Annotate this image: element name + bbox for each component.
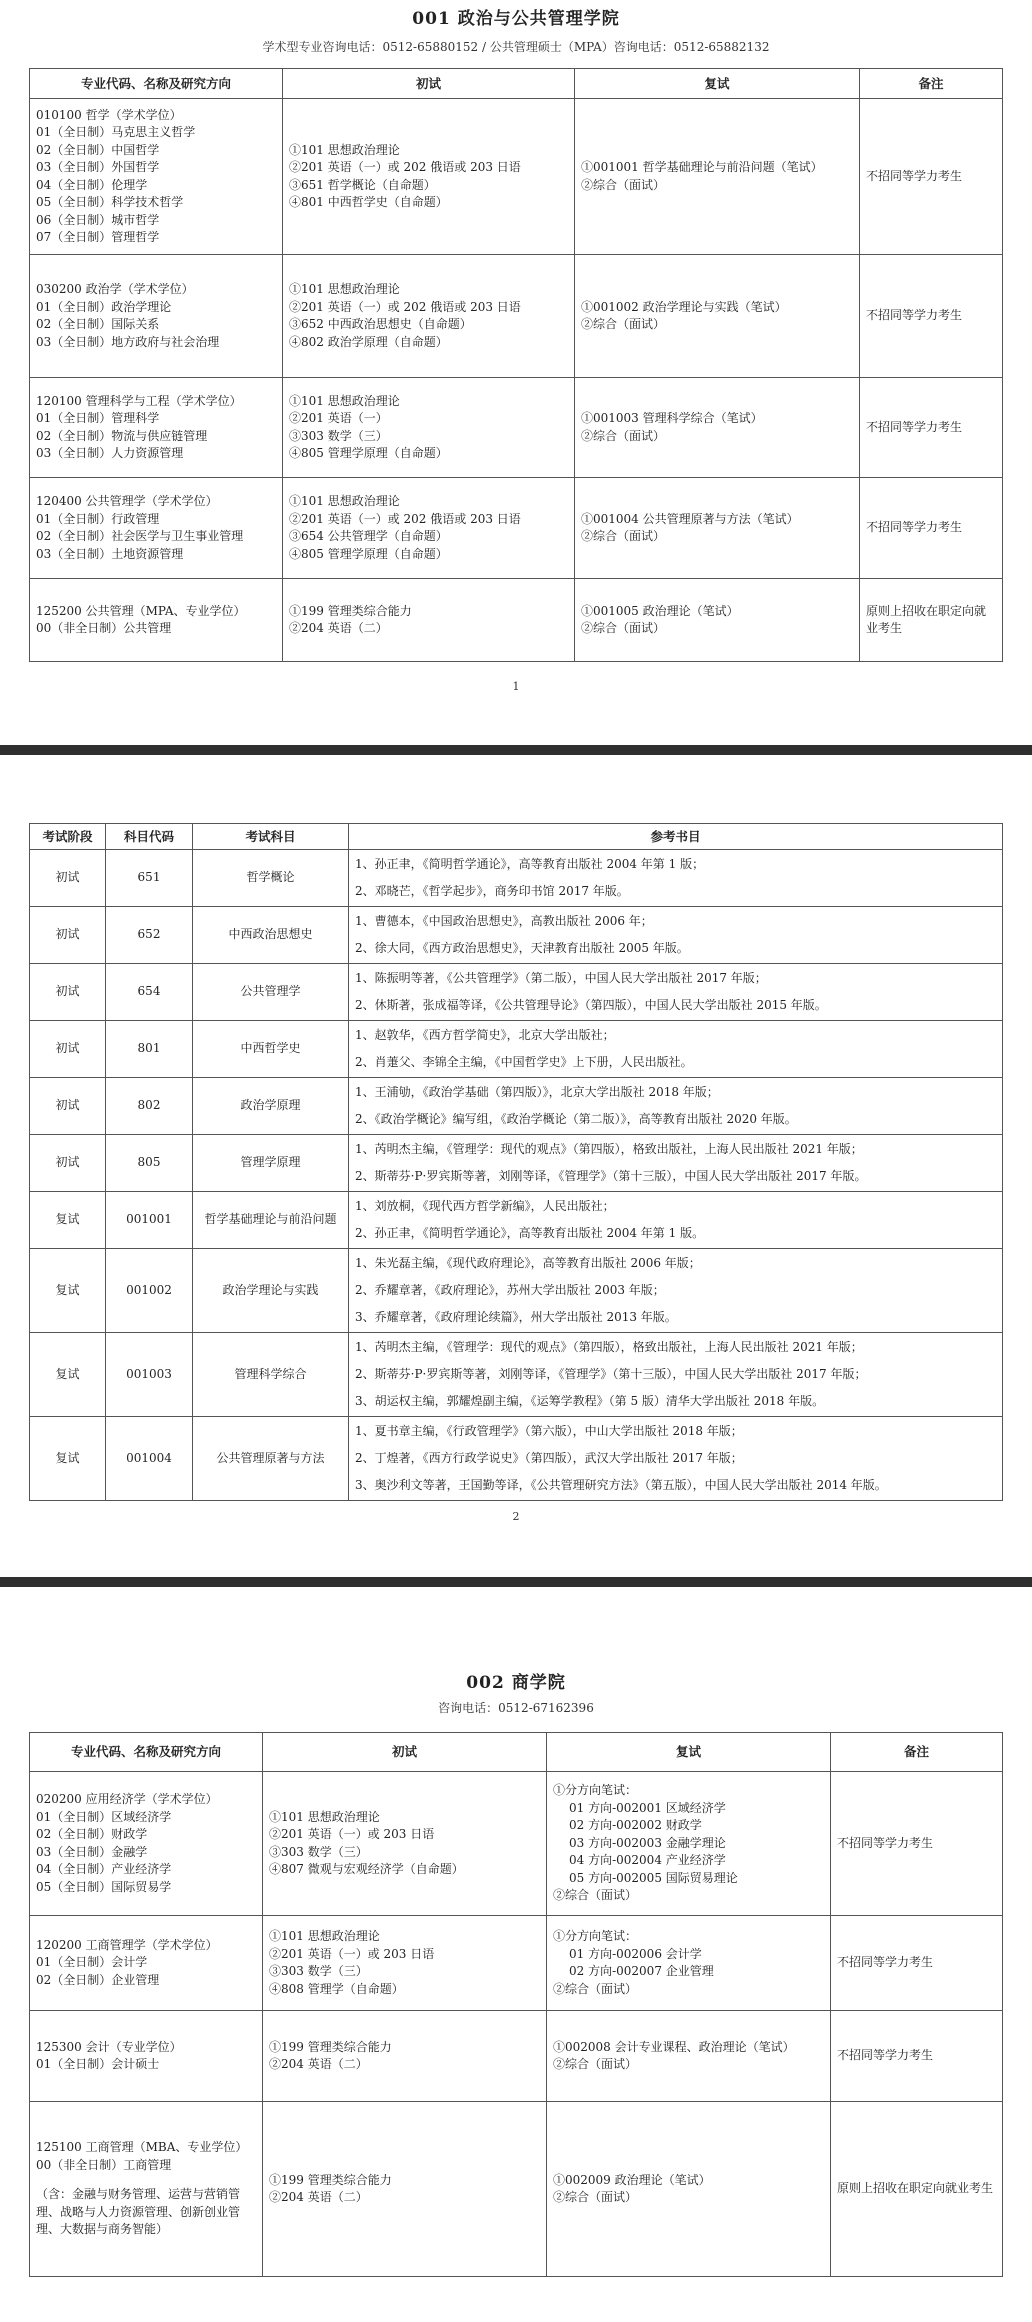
note-cell <box>860 579 1003 662</box>
exam-line: ④807 微观与宏观经济学（自命题） <box>269 1862 464 1876</box>
col-header: 参考书目 <box>349 824 1003 850</box>
major-line: 02（全日制）中国哲学 <box>36 142 160 157</box>
retest-cell <box>575 579 860 662</box>
refs-cell <box>349 1021 1003 1078</box>
ref-line: 2、徐大同，《西方政治思想史》，天津教育出版社 2005 年版。 <box>355 941 689 955</box>
ref-line: 1、刘放桐，《现代西方哲学新编》，人民出版社； <box>355 1199 615 1213</box>
exam-line: ③654 公共管理学（自命题） <box>289 529 448 543</box>
major-line: 06（全日制）城市哲学 <box>36 212 160 227</box>
note-cell <box>831 2102 1003 2277</box>
subject-cell: 政治学理论与实践 <box>193 1249 349 1333</box>
exam-line: ③303 数学（三） <box>269 1964 368 1978</box>
refs-cell <box>349 1135 1003 1192</box>
exam-line: ②201 英语（一）或 203 日语 <box>269 1827 435 1841</box>
exam-line: ②204 英语（二） <box>289 621 388 635</box>
page-number: 2 <box>512 1510 520 1523</box>
exam-cell <box>263 1916 547 2011</box>
note-cell: 不招同等学力考生 <box>831 1916 1003 2011</box>
ref-line: 1、孙正聿，《简明哲学通论》，高等教育出版社 2004 年第 1 版； <box>355 857 705 871</box>
major-line: 125200 公共管理（MPA、专业学位） <box>36 603 246 618</box>
major-cell <box>30 378 283 478</box>
ref-line: 3、乔耀章著，《政府理论续篇》，州大学出版社 2013 年版。 <box>355 1310 677 1324</box>
retest-line: ②综合（面试） <box>581 621 666 635</box>
stage-cell: 初试 <box>30 964 106 1021</box>
retest-line: ②综合（面试） <box>553 2057 638 2071</box>
refs-cell <box>349 964 1003 1021</box>
refs-cell <box>349 1078 1003 1135</box>
major-line: 01（全日制）马克思主义哲学 <box>36 125 196 139</box>
ref-line: 1、朱光磊主编，《现代政府理论》，高等教育出版社 2006 年版； <box>355 1256 701 1270</box>
note-text: 原则上招收在职定向就业考生 <box>837 2181 994 2196</box>
subject-text: 哲学基础理论与前沿问题 <box>204 1212 337 1227</box>
ref-line: 1、芮明杰主编，《管理学：现代的观点》（第四版），格致出版社，上海人民出版社 2021 年版； <box>355 1340 863 1354</box>
major-cell <box>30 1916 263 2011</box>
ref-line: 2、《政治学概论》编写组，《政治学概论（第二版）》，高等教育出版社 2020 年版。 <box>355 1112 797 1126</box>
major-cell <box>30 99 283 255</box>
program-table <box>29 68 1003 662</box>
major-line: 125100 工商管理（MBA、专业学位） <box>36 2140 248 2155</box>
major-line: 02（全日制）企业管理 <box>36 1972 160 1987</box>
table-row <box>30 1135 1003 1192</box>
retest-line: 05 方向-002005 国际贸易理论 <box>569 1870 738 1885</box>
refs-cell <box>349 907 1003 964</box>
code-cell: 651 <box>106 850 193 907</box>
table-row <box>30 1417 1003 1501</box>
exam-cell <box>283 378 575 478</box>
table-row <box>30 2011 1003 2102</box>
table-row <box>30 378 1003 478</box>
retest-line: ②综合（面试） <box>553 2190 638 2204</box>
exam-cell <box>283 99 575 255</box>
exam-line: ①199 管理类综合能力 <box>269 2039 392 2054</box>
table-row <box>30 2102 1003 2277</box>
table-row <box>30 1916 1003 2011</box>
retest-line: ①002009 政治理论（笔试） <box>553 2172 711 2187</box>
ref-line: 2、孙正聿，《简明哲学通论》，高等教育出版社 2004 年第 1 版。 <box>355 1226 705 1240</box>
major-line: 03（全日制）人力资源管理 <box>36 446 184 460</box>
major-line: 03（全日制）金融学 <box>36 1844 148 1859</box>
major-cell <box>30 2011 263 2102</box>
exam-line: ③651 哲学概论（自命题） <box>289 177 436 192</box>
stage-cell: 复试 <box>30 1417 106 1501</box>
code-cell: 805 <box>106 1135 193 1192</box>
major-line: 02（全日制）国际关系 <box>36 317 160 331</box>
table-row <box>30 99 1003 255</box>
retest-line: 04 方向-002004 产业经济学 <box>569 1853 726 1868</box>
major-cell <box>30 2102 263 2277</box>
note-text: 原则上招收在职定向就业考生 <box>866 603 987 635</box>
table-row <box>30 850 1003 907</box>
major-line: 05（全日制）科学技术哲学 <box>36 195 184 209</box>
table-row <box>30 478 1003 579</box>
ref-line: 1、曹德本，《中国政治思想史》，高教出版社 2006 年； <box>355 914 653 928</box>
major-line: 00（非全日制）工商管理 <box>36 2157 172 2172</box>
ref-line: 3、奥沙利文等著，王国勤等译，《公共管理研究方法》（第五版），中国人民大学出版社 2014 年版。 <box>355 1478 887 1492</box>
col-header: 复试 <box>575 69 860 99</box>
page-2 <box>0 755 1032 1577</box>
consult-phone: 学术型专业咨询电话：0512-65880152 / 公共管理硕士（MPA）咨询电话：0512-65882132 <box>262 40 770 54</box>
exam-cell <box>263 2011 547 2102</box>
col-header: 专业代码、名称及研究方向 <box>30 1733 263 1772</box>
table-row <box>30 255 1003 378</box>
exam-line: ④801 中西哲学史（自命题） <box>289 195 448 209</box>
col-header: 初试 <box>263 1733 547 1772</box>
retest-line: ①001004 公共管理原著与方法（笔试） <box>581 511 799 526</box>
note-cell: 不招同等学力考生 <box>831 1772 1003 1916</box>
retest-line: ②综合（面试） <box>581 428 666 443</box>
refs-cell <box>349 1417 1003 1501</box>
major-line: 01（全日制）会计硕士 <box>36 2057 160 2071</box>
stage-cell: 初试 <box>30 1021 106 1078</box>
retest-line: 01 方向-002006 会计学 <box>569 1946 702 1961</box>
table-row <box>30 1249 1003 1333</box>
ref-line: 1、夏书章主编，《行政管理学》（第六版），中山大学出版社 2018 年版； <box>355 1424 743 1438</box>
code-cell: 001004 <box>106 1417 193 1501</box>
page-title: 002 商学院 <box>466 1673 566 1693</box>
col-header: 复试 <box>547 1733 831 1772</box>
exam-line: ④808 管理学（自命题） <box>269 1981 404 1996</box>
retest-line: ②综合（面试） <box>553 1981 638 1996</box>
major-line: 04（全日制）产业经济学 <box>36 1862 172 1876</box>
retest-cell <box>547 2011 831 2102</box>
stage-cell: 初试 <box>30 1078 106 1135</box>
subject-cell: 管理学原理 <box>193 1135 349 1192</box>
retest-line: ①分方向笔试： <box>553 1783 638 1798</box>
retest-cell <box>547 1772 831 1916</box>
exam-cell <box>283 255 575 378</box>
ref-line: 1、赵敦华，《西方哲学简史》，北京大学出版社； <box>355 1028 615 1042</box>
retest-cell <box>547 1916 831 2011</box>
major-line: 01（全日制）区域经济学 <box>36 1809 172 1824</box>
exam-line: ①101 思想政治理论 <box>269 1929 380 1943</box>
code-cell: 001003 <box>106 1333 193 1417</box>
subject-cell: 哲学概论 <box>193 850 349 907</box>
exam-line: ①101 思想政治理论 <box>269 1809 380 1824</box>
exam-line: ①199 管理类综合能力 <box>269 2172 392 2187</box>
retest-line: ①001005 政治理论（笔试） <box>581 603 739 618</box>
exam-line: ①199 管理类综合能力 <box>289 603 412 618</box>
exam-line: ①101 思想政治理论 <box>289 393 400 408</box>
exam-line: ②201 英语（一）或 202 俄语或 203 日语 <box>289 511 521 526</box>
ref-line: 3、胡运权主编，郭耀煌副主编，《运筹学教程》（第 5 版）清华大学出版社 2018 年版。 <box>355 1394 825 1408</box>
col-header: 专业代码、名称及研究方向 <box>30 69 283 99</box>
page-separator <box>0 1577 1032 1587</box>
retest-cell <box>575 378 860 478</box>
retest-line: ②综合（面试） <box>581 317 666 331</box>
major-line: 020200 应用经济学（学术学位） <box>36 1792 218 1806</box>
major-line: 04（全日制）伦理学 <box>36 177 148 192</box>
code-cell: 652 <box>106 907 193 964</box>
exam-cell <box>263 2102 547 2277</box>
major-line: 01（全日制）会计学 <box>36 1955 148 1970</box>
note-cell: 不招同等学力考生 <box>831 2011 1003 2102</box>
table-row <box>30 1772 1003 1916</box>
table-row <box>30 1021 1003 1078</box>
code-cell: 802 <box>106 1078 193 1135</box>
col-header: 考试阶段 <box>30 824 106 850</box>
table-row <box>30 579 1003 662</box>
exam-line: ③303 数学（三） <box>269 1844 368 1859</box>
page-title: 001 政治与公共管理学院 <box>412 9 620 29</box>
exam-line: ①101 思想政治理论 <box>289 494 400 508</box>
note-cell: 不招同等学力考生 <box>860 478 1003 579</box>
col-header: 考试科目 <box>193 824 349 850</box>
stage-cell: 复试 <box>30 1333 106 1417</box>
subject-cell: 中西哲学史 <box>193 1021 349 1078</box>
page-1 <box>0 0 1032 745</box>
major-line: 03（全日制）外国哲学 <box>36 160 160 174</box>
retest-line: ①分方向笔试： <box>553 1929 638 1943</box>
exam-line: ②204 英语（二） <box>269 2057 368 2071</box>
subject-cell: 公共管理学 <box>193 964 349 1021</box>
exam-line: ①101 思想政治理论 <box>289 282 400 296</box>
major-cell <box>30 255 283 378</box>
major-line: 07（全日制）管理哲学 <box>36 230 160 244</box>
major-line: 02（全日制）社会医学与卫生事业管理 <box>36 529 244 543</box>
reference-table <box>29 823 1003 1501</box>
refs-cell <box>349 1192 1003 1249</box>
subject-cell: 管理科学综合 <box>193 1333 349 1417</box>
exam-line: ②201 英语（一） <box>289 411 388 425</box>
exam-cell <box>283 478 575 579</box>
retest-line: ①001001 哲学基础理论与前沿问题（笔试） <box>581 160 823 174</box>
table-row <box>30 1078 1003 1135</box>
col-header: 备注 <box>831 1733 1003 1772</box>
exam-line: ③652 中西政治思想史（自命题） <box>289 317 472 331</box>
retest-line: 02 方向-002002 财政学 <box>569 1818 702 1833</box>
subject-cell: 中西政治思想史 <box>193 907 349 964</box>
ref-line: 1、陈振明等著，《公共管理学》（第二版），中国人民大学出版社 2017 年版； <box>355 971 767 985</box>
exam-line: ②201 英语（一）或 202 俄语或 203 日语 <box>289 160 521 174</box>
major-line: 01（全日制）行政管理 <box>36 511 160 526</box>
col-header: 科目代码 <box>106 824 193 850</box>
exam-line: ②204 英语（二） <box>269 2190 368 2204</box>
ref-line: 2、休斯著，张成福等译，《公共管理导论》（第四版），中国人民大学出版社 2015 年版。 <box>355 998 827 1012</box>
exam-line: ④805 管理学原理（自命题） <box>289 546 448 561</box>
major-line: 02（全日制）物流与供应链管理 <box>36 428 208 443</box>
retest-line: ①001003 管理科学综合（笔试） <box>581 411 763 425</box>
subject-cell: 公共管理原著与方法 <box>193 1417 349 1501</box>
retest-line: 02 方向-002007 企业管理 <box>569 1964 714 1978</box>
retest-cell <box>575 255 860 378</box>
ref-line: 2、丁煌著，《西方行政学说史》（第四版），武汉大学出版社 2017 年版； <box>355 1451 743 1465</box>
ref-line: 2、肖萐父、李锦全主编，《中国哲学史》上下册，人民出版社。 <box>355 1055 693 1069</box>
major-cell <box>30 579 283 662</box>
exam-line: ③303 数学（三） <box>289 428 388 443</box>
stage-cell: 复试 <box>30 1249 106 1333</box>
stage-cell: 初试 <box>30 907 106 964</box>
major-line: 120200 工商管理学（学术学位） <box>36 1937 218 1952</box>
ref-line: 2、斯蒂芬·P·罗宾斯等著，刘刚等译，《管理学》（第十三版），中国人民大学出版社 2017 年版。 <box>355 1169 867 1183</box>
stage-cell: 复试 <box>30 1192 106 1249</box>
major-line: 010100 哲学（学术学位） <box>36 107 182 122</box>
table-row <box>30 1192 1003 1249</box>
major-line: 01（全日制）管理科学 <box>36 411 160 425</box>
subject-cell: 政治学原理 <box>193 1078 349 1135</box>
retest-line: 03 方向-002003 金融学理论 <box>569 1835 726 1850</box>
ref-line: 2、乔耀章著，《政府理论》，苏州大学出版社 2003 年版； <box>355 1283 665 1297</box>
major-note: （含：金融与财务管理、运营与营销管理、战略与人力资源管理、创新创业管理、大数据与商务智能） <box>36 2187 241 2237</box>
col-header: 初试 <box>283 69 575 99</box>
code-cell: 801 <box>106 1021 193 1078</box>
major-line: 03（全日制）地方政府与社会治理 <box>36 334 220 349</box>
retest-cell <box>575 478 860 579</box>
exam-cell <box>263 1772 547 1916</box>
major-line: 120400 公共管理学（学术学位） <box>36 494 218 508</box>
page-separator <box>0 745 1032 755</box>
consult-phone: 咨询电话：0512-67162396 <box>438 1701 594 1715</box>
exam-line: ①101 思想政治理论 <box>289 142 400 157</box>
exam-line: ④802 政治学原理（自命题） <box>289 334 448 349</box>
stage-cell: 初试 <box>30 850 106 907</box>
major-line: 05（全日制）国际贸易学 <box>36 1879 172 1894</box>
exam-line: ④805 管理学原理（自命题） <box>289 446 448 460</box>
retest-line: ①002008 会计专业课程、政治理论（笔试） <box>553 2039 795 2054</box>
major-line: 01（全日制）政治学理论 <box>36 299 172 314</box>
retest-cell <box>547 2102 831 2277</box>
exam-cell <box>283 579 575 662</box>
page-number: 1 <box>512 680 520 693</box>
major-line: 00（非全日制）公共管理 <box>36 621 172 635</box>
major-cell <box>30 478 283 579</box>
major-cell <box>30 1772 263 1916</box>
refs-cell <box>349 850 1003 907</box>
note-cell: 不招同等学力考生 <box>860 378 1003 478</box>
exam-line: ②201 英语（一）或 203 日语 <box>269 1946 435 1961</box>
retest-line: ①001002 政治学理论与实践（笔试） <box>581 299 787 314</box>
code-cell: 001001 <box>106 1192 193 1249</box>
retest-cell <box>575 99 860 255</box>
ref-line: 1、芮明杰主编，《管理学：现代的观点》（第四版），格致出版社，上海人民出版社 2021 年版； <box>355 1142 863 1156</box>
major-line: 03（全日制）土地资源管理 <box>36 546 184 561</box>
major-line: 125300 会计（专业学位） <box>36 2039 182 2054</box>
table-row <box>30 907 1003 964</box>
col-header: 备注 <box>860 69 1003 99</box>
ref-line: 1、王浦劬，《政治学基础（第四版）》，北京大学出版社 2018 年版； <box>355 1085 719 1099</box>
ref-line: 2、邓晓芒，《哲学起步》，商务印书馆 2017 年版。 <box>355 884 629 898</box>
code-cell: 654 <box>106 964 193 1021</box>
code-cell: 001002 <box>106 1249 193 1333</box>
subject-cell <box>193 1192 349 1249</box>
retest-line: 01 方向-002001 区域经济学 <box>569 1800 726 1815</box>
major-line: 02（全日制）财政学 <box>36 1827 148 1841</box>
page-3 <box>0 1587 1032 2322</box>
note-cell: 不招同等学力考生 <box>860 99 1003 255</box>
table-row <box>30 964 1003 1021</box>
table-row <box>30 1333 1003 1417</box>
ref-line: 2、斯蒂芬·P·罗宾斯等著，刘刚等译，《管理学》（第十三版），中国人民大学出版社 2017 年版； <box>355 1367 867 1381</box>
refs-cell <box>349 1333 1003 1417</box>
retest-line: ②综合（面试） <box>553 1888 638 1903</box>
refs-cell <box>349 1249 1003 1333</box>
note-cell: 不招同等学力考生 <box>860 255 1003 378</box>
stage-cell: 初试 <box>30 1135 106 1192</box>
exam-line: ②201 英语（一）或 202 俄语或 203 日语 <box>289 299 521 314</box>
major-line: 030200 政治学（学术学位） <box>36 282 194 296</box>
retest-line: ②综合（面试） <box>581 529 666 543</box>
retest-line: ②综合（面试） <box>581 177 666 192</box>
major-line: 120100 管理科学与工程（学术学位） <box>36 393 242 408</box>
program-table <box>29 1732 1003 2277</box>
